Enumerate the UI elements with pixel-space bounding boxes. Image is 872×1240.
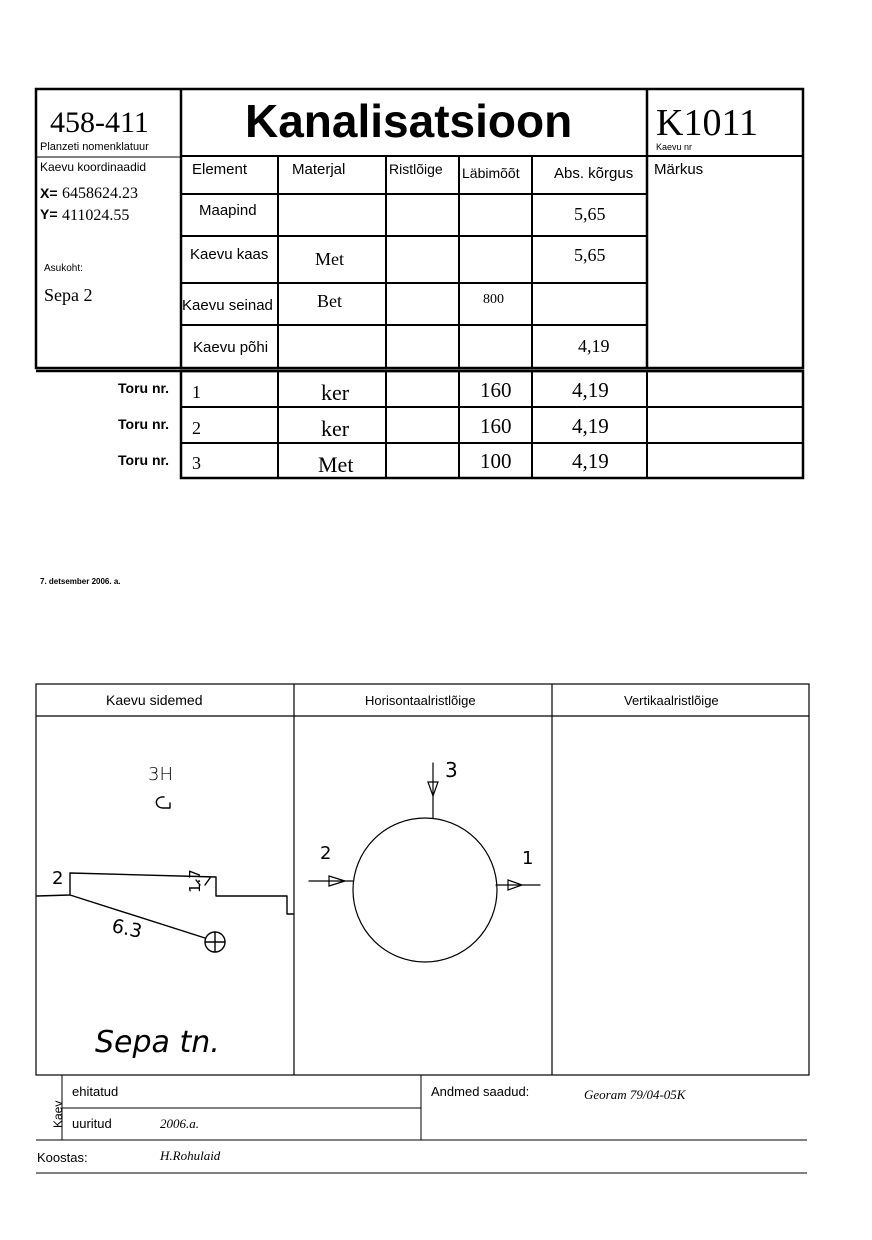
location-label: Asukoht:: [44, 263, 83, 274]
sketch-header-vertical: Vertikaalristlõige: [624, 693, 719, 708]
nomenclature-label: Planzeti nomenklatuur: [40, 141, 149, 153]
y-label: Y=: [40, 206, 58, 222]
horizontal-label-3: 3: [445, 758, 458, 782]
built-label: ehitatud: [72, 1084, 119, 1099]
pipe-material: ker: [321, 380, 350, 405]
pipe-height: 4,19: [572, 414, 609, 438]
compiled-label: Koostas:: [37, 1150, 88, 1165]
compiled-value: H.Rohulaid: [160, 1148, 221, 1163]
row-material: Met: [315, 249, 344, 269]
pipe-diameter: 160: [480, 378, 512, 402]
row-diameter: 800: [483, 292, 504, 307]
sketch-header-horizontal: Horisontaalristlõige: [365, 693, 476, 708]
surveyed-label: uuritud: [72, 1116, 112, 1131]
pipe-number: 2: [192, 418, 201, 438]
horizontal-label-1: 1: [522, 848, 534, 869]
row-height: 5,65: [574, 204, 606, 224]
row-element: Kaevu seinad: [182, 297, 273, 314]
y-value: 411024.55: [62, 207, 130, 224]
well-number-value: K1011: [656, 102, 759, 144]
pipe-material: Met: [318, 452, 354, 477]
surveyed-value: 2006.a.: [160, 1116, 199, 1131]
col-header-cross-section: Ristlõige: [389, 161, 443, 177]
sketch-label-1-7: 1.7: [186, 869, 204, 893]
horizontal-label-2: 2: [320, 843, 332, 864]
row-element: Maapind: [199, 202, 257, 219]
pipe-material: ker: [321, 416, 350, 441]
footer-side-label: Kaev: [51, 1100, 65, 1128]
row-material: Bet: [317, 291, 342, 311]
row-height: 4,19: [578, 336, 610, 356]
sketch-header-connections: Kaevu sidemed: [106, 692, 203, 708]
row-element: Kaevu kaas: [190, 246, 269, 263]
row-height: 5,65: [574, 245, 606, 265]
nomenclature-value: 458-411: [50, 106, 149, 139]
well-number-label: Kaevu nr: [656, 142, 693, 152]
col-header-height: Abs. kõrgus: [554, 165, 634, 182]
sketch-label-2: 2: [52, 868, 64, 889]
page-title: Kanalisatsioon: [245, 95, 573, 147]
x-label: X=: [40, 185, 58, 201]
sketch-label-street: Sepa tn.: [95, 1025, 220, 1060]
col-header-diameter: Läbimõõt: [462, 165, 520, 181]
sketch-label-6-3: 6.3: [109, 915, 144, 943]
x-value: 6458624.23: [62, 185, 138, 202]
pipe-label: Toru nr.: [118, 416, 170, 432]
col-header-notes: Märkus: [654, 161, 704, 178]
pipe-diameter: 160: [480, 414, 512, 438]
pipe-number: 3: [192, 453, 201, 473]
source-value: Georam 79/04-05K: [584, 1087, 686, 1102]
pipe-number: 1: [192, 382, 201, 402]
source-label: Andmed saadud:: [431, 1084, 530, 1099]
coords-label: Kaevu koordinaadid: [40, 160, 147, 174]
sketch-label-3h: 3H: [148, 764, 173, 785]
pipe-label: Toru nr.: [118, 452, 170, 468]
pipe-height: 4,19: [572, 449, 609, 473]
location-value: Sepa 2: [44, 285, 93, 305]
pipe-label: Toru nr.: [118, 380, 170, 396]
col-header-element: Element: [192, 161, 248, 178]
document-date: 7. detsember 2006. a.: [40, 577, 121, 586]
pipe-diameter: 100: [480, 449, 512, 473]
row-element: Kaevu põhi: [193, 339, 269, 356]
col-header-material: Materjal: [292, 161, 346, 178]
pipe-height: 4,19: [572, 378, 609, 402]
